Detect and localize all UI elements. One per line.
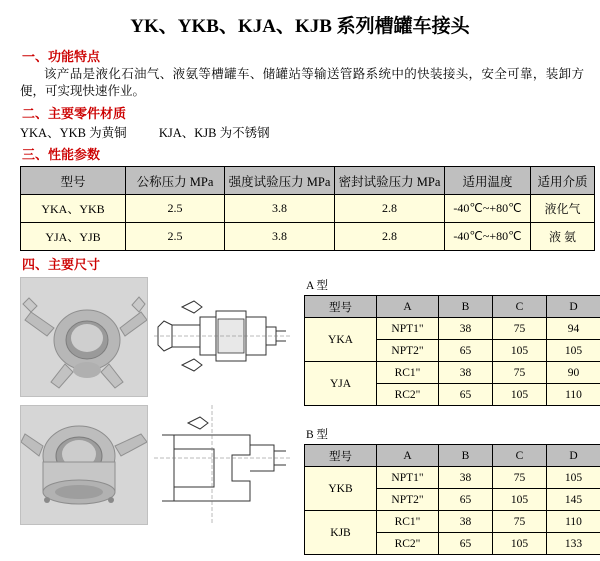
table-row (21, 195, 595, 223)
table-header-row (305, 296, 600, 318)
cell: 105 (493, 340, 547, 362)
cell: 2.5 (126, 195, 225, 223)
cell: 65 (439, 489, 493, 511)
cell: 38 (439, 511, 493, 533)
cell: 38 (439, 467, 493, 489)
coupling-photo-b-image (20, 405, 148, 525)
image-row-a (20, 277, 292, 397)
cell: 3.8 (225, 195, 335, 223)
section-heading-features: 一、功能特点 (22, 46, 588, 65)
column-header: 适用温度 (445, 167, 531, 195)
cell: 110 (547, 511, 600, 533)
column-header: 型号 (305, 296, 377, 318)
table-row (305, 511, 600, 533)
dimension-table-b (304, 444, 600, 555)
section-heading-materials: 二、主要零件材质 (22, 103, 588, 122)
cell: 75 (493, 318, 547, 340)
table-header-row (21, 167, 595, 195)
column-header: C (493, 445, 547, 467)
dimension-block-label-b: B 型 (306, 426, 600, 442)
column-header: 密封试验压力 MPa (335, 167, 445, 195)
page-title: YK、YKB、KJA、KJB 系列槽罐车接头 (12, 0, 588, 43)
section-heading-performance: 三、性能参数 (22, 144, 588, 163)
materials-line (20, 123, 588, 141)
performance-table (20, 166, 595, 251)
cell: 65 (439, 384, 493, 406)
cell: NPT1" (377, 318, 439, 340)
cell: 65 (439, 340, 493, 362)
cell: -40℃~+80℃ (445, 223, 531, 251)
cell: 90 (547, 362, 600, 384)
cell: 38 (439, 362, 493, 384)
table-row (305, 362, 600, 384)
cell: RC1" (377, 362, 439, 384)
table-row (305, 318, 600, 340)
cell: YKA、YKB (21, 195, 126, 223)
cell: 75 (493, 362, 547, 384)
cell: 75 (493, 511, 547, 533)
column-header: B (439, 445, 493, 467)
column-header: A (377, 445, 439, 467)
materials-left: YKA、YKB 为黄铜 (20, 126, 127, 140)
cell: 2.8 (335, 223, 445, 251)
table-spacer (304, 412, 600, 426)
cell: 105 (547, 340, 600, 362)
table-row (305, 467, 600, 489)
cell-model: YKB (305, 467, 377, 511)
cell: 105 (493, 384, 547, 406)
materials-right: KJA、KJB 为不锈钢 (159, 126, 270, 140)
cell: 38 (439, 318, 493, 340)
cell: 65 (439, 533, 493, 555)
cell: 94 (547, 318, 600, 340)
column-header: 型号 (305, 445, 377, 467)
coupling-drawing-a-image (154, 277, 290, 395)
cell: NPT1" (377, 467, 439, 489)
table-header-row (305, 445, 600, 467)
column-header: 强度试验压力 MPa (225, 167, 335, 195)
cell: 液化气 (531, 195, 595, 223)
dimension-table-a (304, 295, 600, 406)
section-heading-dimensions: 四、主要尺寸 (22, 254, 588, 273)
column-header: 型号 (21, 167, 126, 195)
cell: 133 (547, 533, 600, 555)
cell: YJA、YJB (21, 223, 126, 251)
column-header: D (547, 296, 600, 318)
cell: 2.8 (335, 195, 445, 223)
cell-model: YJA (305, 362, 377, 406)
dimension-tables-column (304, 277, 600, 561)
column-header: 适用介质 (531, 167, 595, 195)
dimension-block-label-a: A 型 (306, 277, 600, 293)
cell: RC2" (377, 384, 439, 406)
cell: 液 氨 (531, 223, 595, 251)
column-header: C (493, 296, 547, 318)
cell: RC2" (377, 533, 439, 555)
table-row (21, 223, 595, 251)
coupling-drawing-b-image (154, 405, 290, 523)
cell: NPT2" (377, 340, 439, 362)
image-row-b (20, 405, 292, 525)
column-header: 公称压力 MPa (126, 167, 225, 195)
cell: 105 (547, 467, 600, 489)
cell-model: KJB (305, 511, 377, 555)
cell: 75 (493, 467, 547, 489)
cell: 105 (493, 489, 547, 511)
cell: 3.8 (225, 223, 335, 251)
cell: 105 (493, 533, 547, 555)
cell: 145 (547, 489, 600, 511)
cell: NPT2" (377, 489, 439, 511)
cell: 110 (547, 384, 600, 406)
column-header: A (377, 296, 439, 318)
cell: -40℃~+80℃ (445, 195, 531, 223)
column-header: B (439, 296, 493, 318)
cell-model: YKA (305, 318, 377, 362)
coupling-photo-a-image (20, 277, 148, 397)
column-header: D (547, 445, 600, 467)
image-column (20, 277, 292, 533)
features-paragraph: 该产品是液化石油气、液氨等槽罐车、储罐站等输送管路系统中的快装接头，安全可靠，装卸方便，可实现快速作业。 (20, 66, 584, 100)
cell: RC1" (377, 511, 439, 533)
cell: 2.5 (126, 223, 225, 251)
